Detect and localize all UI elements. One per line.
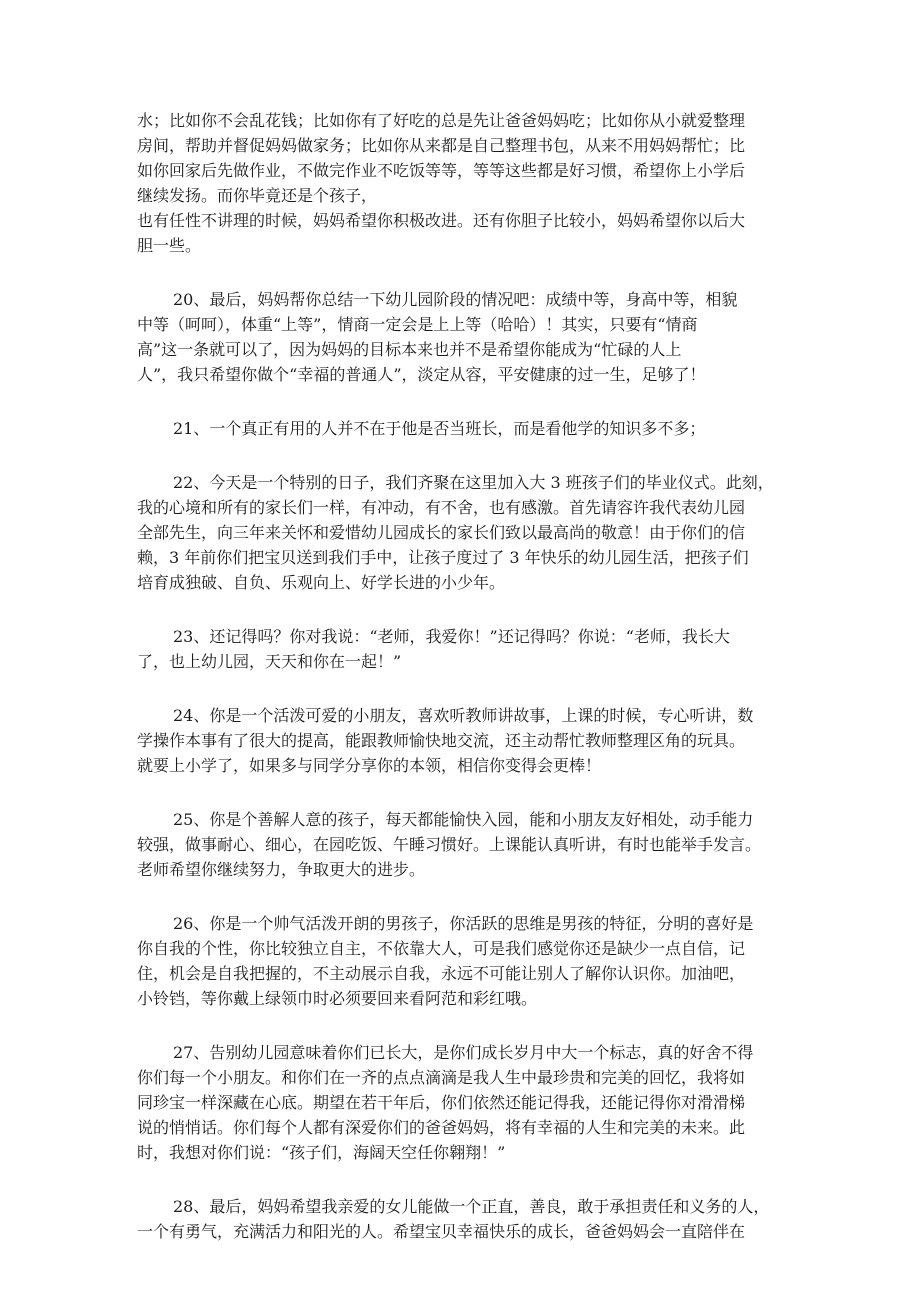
- text-line: 28、最后，妈妈希望我亲爱的女儿能做一个正直，善良，敢于承担责任和义务的人，: [173, 1197, 770, 1216]
- paragraph-23: [137, 624, 787, 674]
- text-line: 老师希望你继续努力，争取更大的进步。: [137, 860, 426, 879]
- text-line: 高”这一条就可以了，因为妈妈的目标本来也并不是希望你能成为“忙碌的人上: [137, 340, 682, 359]
- text-line: 水；比如你不会乱花钱；比如你有了好吃的总是先让爸爸妈妈吃；比如你从小就爱整理: [137, 111, 746, 130]
- text-line: 24、你是一个活泼可爱的小朋友，喜欢听教师讲故事，上课的时候，专心听讲，数: [173, 706, 754, 725]
- text-line: 赖，3 年前你们把宝贝送到我们手中，让孩子度过了 3 年快乐的幼儿园生活，把孩子们: [137, 548, 749, 567]
- paragraph-20: [137, 287, 787, 387]
- text-line: 说的悄悄话。你们每个人都有深爱你们的爸爸妈妈，将有幸福的人生和完美的未来。此: [137, 1118, 746, 1137]
- text-line: 时，我想对你们说：“孩子们，海阔天空任你翱翔！”: [137, 1143, 506, 1162]
- text-line: 全部先生，向三年来关怀和爱惜幼儿园成长的家长们致以最高尚的敬意！由于你们的信: [137, 523, 746, 542]
- text-line: 了，也上幼儿园，天天和你在一起！”: [137, 652, 402, 671]
- text-line: 25、你是个善解人意的孩子，每天都能愉快入园，能和小朋友友好相处，动手能力: [173, 810, 754, 829]
- text-line: 22、今天是一个特别的日子，我们齐聚在这里加入大 3 班孩子们的毕业仪式。此刻，: [173, 473, 774, 492]
- paragraph-21: [137, 416, 787, 441]
- text-line: 20、最后，妈妈帮你总结一下幼儿园阶段的情况吧：成绩中等，身高中等，相貌: [173, 290, 738, 309]
- paragraph-25: [137, 807, 787, 882]
- text-line: 也有任性不讲理的时候，妈妈希望你积极改进。还有你胆子比较小，妈妈希望你以后大: [137, 211, 746, 230]
- text-line: 27、告别幼儿园意味着你们已长大，是你们成长岁月中大一个标志，真的好舍不得: [173, 1043, 754, 1062]
- text-line: 较强，做事耐心、细心，在园吃饭、午睡习惯好。上课能认真听讲，有时也能举手发言。: [137, 835, 762, 854]
- text-line: 你自我的个性，你比较独立自主，不依靠大人，可是我们感觉你还是缺少一点自信，记: [137, 939, 746, 958]
- text-line: 26、你是一个帅气活泼开朗的男孩子，你活跃的思维是男孩的特征，分明的喜好是: [173, 914, 754, 933]
- paragraph-28: [137, 1194, 787, 1244]
- text-line: 同珍宝一样深藏在心底。期望在若干年后，你们依然还能记得我，还能记得你对滑滑梯: [137, 1093, 746, 1112]
- text-line: 如你回家后先做作业，不做完作业不吃饭等等，等等这些都是好习惯，希望你上小学后: [137, 161, 746, 180]
- text-line: 你们每一个小朋友。和你们在一齐的点点滴滴是我人生中最珍贵和完美的回忆，我将如: [137, 1068, 746, 1087]
- text-line: 就要上小学了，如果多与同学分享你的本领，相信你变得会更棒！: [137, 756, 602, 775]
- paragraph-24: [137, 703, 787, 778]
- paragraph-26: [137, 911, 787, 1011]
- paragraph-22: [137, 470, 787, 595]
- text-line: 培育成独破、自负、乐观向上、好学长进的小少年。: [137, 573, 506, 592]
- text-line: 胆一些。: [137, 236, 202, 255]
- text-line: 一个有勇气，充满活力和阳光的人。希望宝贝幸福快乐的成长，爸爸妈妈会一直陪伴在: [137, 1222, 746, 1241]
- paragraph-19-continuation: [137, 108, 787, 258]
- text-line: 继续发扬。而你毕竟还是个孩子，: [137, 186, 378, 205]
- text-line: 我的心境和所有的家长们一样，有冲动，有不舍，也有感激。首先请容许我代表幼儿园: [137, 498, 746, 517]
- document-body: [137, 108, 787, 1273]
- text-line: 学操作本事有了很大的提高，能跟教师愉快地交流，还主动帮忙教师整理区角的玩具。: [137, 731, 746, 750]
- text-line: 房间，帮助并督促妈妈做家务；比如你从来都是自己整理书包，从来不用妈妈帮忙；比: [137, 136, 746, 155]
- text-line: 小铃铛，等你戴上绿领巾时必须要回来看阿范和彩红哦。: [137, 989, 538, 1008]
- text-line: 23、还记得吗？你对我说：“老师，我爱你！”还记得吗？你说：“老师，我长大: [173, 627, 730, 646]
- paragraph-27: [137, 1040, 787, 1165]
- text-line: 中等（呵呵），体重“上等”，情商一定会是上上等（哈哈）！其实，只要有“情商: [137, 315, 698, 334]
- text-line: 人”，我只希望你做个“幸福的普通人”，淡定从容，平安健康的过一生，足够了！: [137, 365, 706, 384]
- text-line: 21、一个真正有用的人并不在于他是否当班长，而是看他学的知识多不多；: [173, 419, 706, 438]
- text-line: 住，机会是自我把握的，不主动展示自我，永远不可能让别人了解你认识你。加油吧，: [137, 964, 746, 983]
